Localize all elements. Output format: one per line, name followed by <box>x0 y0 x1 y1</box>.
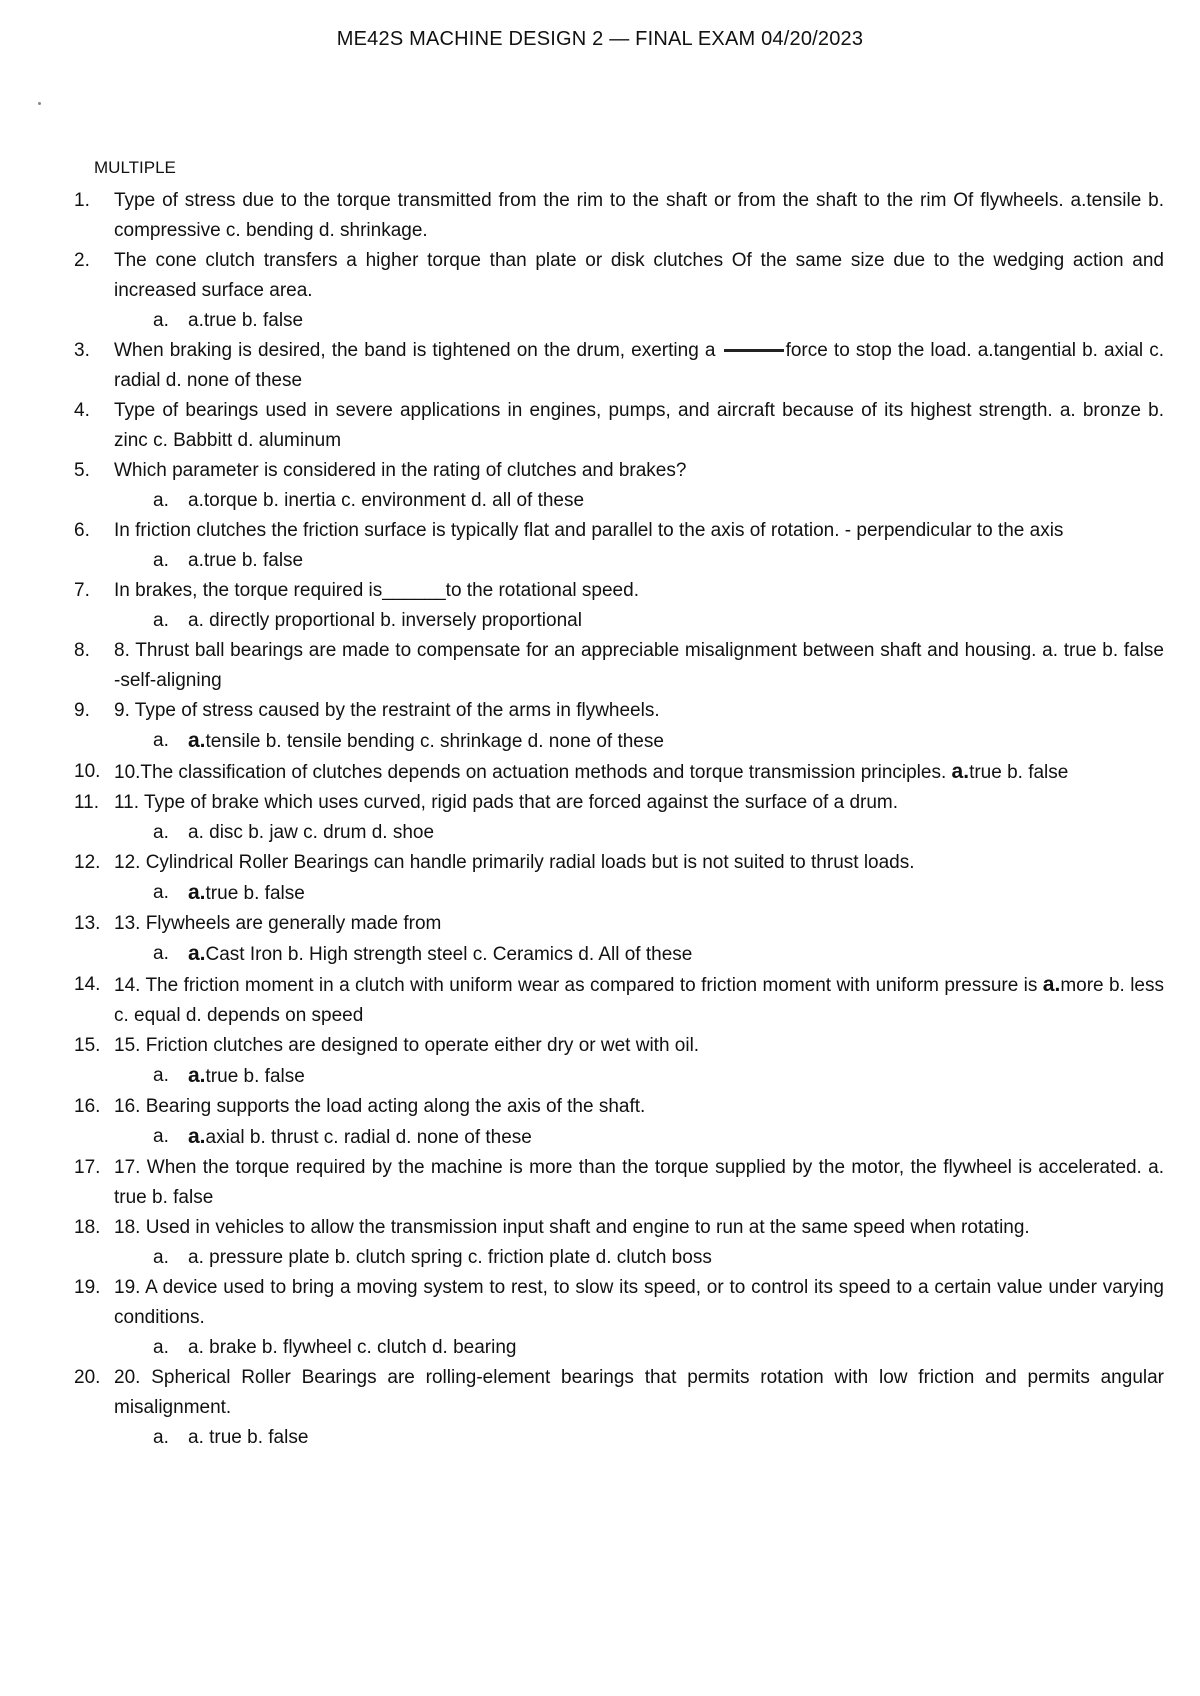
question-item <box>74 909 1164 939</box>
answer-options <box>74 1243 1164 1273</box>
question-item <box>74 516 1164 546</box>
option-text: a. directly proportional b. inversely proportional <box>188 610 582 631</box>
option-marker: a. <box>153 1247 169 1268</box>
option-marker: a. <box>153 550 169 571</box>
option-marker: a. <box>153 310 169 331</box>
question-text: 17. When the torque required by the machine is more than the torque supplied by the motor, the flywheel is accelerated. a. true b. false <box>114 1157 1164 1208</box>
question-text: 19. A device used to bring a moving system to rest, to slow its speed, or to control its speed to a certain value under varying conditions. <box>114 1277 1164 1328</box>
answer-options <box>74 878 1164 909</box>
option-text: more b. less c. equal d. depends on speed <box>114 975 1165 1026</box>
answer-blank <box>724 349 784 352</box>
answer-options <box>74 1061 1164 1092</box>
option-marker: a. <box>153 490 169 511</box>
option-text: true b. false <box>205 1066 305 1087</box>
option-text: a. brake b. flywheel c. clutch d. bearing <box>188 1337 517 1358</box>
marked-answer: a. <box>951 760 970 783</box>
question-number: 1. <box>74 190 90 211</box>
question-number: 11. <box>74 792 100 813</box>
option-marker: a. <box>153 1427 169 1448</box>
question-item <box>74 1273 1164 1333</box>
question-item <box>74 246 1164 306</box>
answer-options <box>74 939 1164 970</box>
question-number: 17. <box>74 1157 101 1178</box>
question-number: 6. <box>74 520 90 541</box>
question-item <box>74 186 1164 246</box>
answer-options <box>74 606 1164 636</box>
answer-options <box>74 818 1164 848</box>
question-item <box>74 1092 1164 1122</box>
question-text: Which parameter is considered in the rating of clutches and brakes? <box>114 460 687 481</box>
question-number: 2. <box>74 250 90 271</box>
option-marker: a. <box>153 943 169 964</box>
question-text: 10.The classification of clutches depends on actuation methods and torque transmission principles. <box>114 762 947 783</box>
question-item <box>74 1031 1164 1061</box>
page-title: ME42S MACHINE DESIGN 2 — FINAL EXAM 04/20/2023 <box>336 28 864 50</box>
option-text: a.true b. false <box>188 550 304 571</box>
question-number: 13. <box>74 913 101 934</box>
option-text: true b. false <box>205 883 305 904</box>
question-item <box>74 788 1164 818</box>
option-marker: a. <box>153 1126 169 1147</box>
question-number: 19. <box>74 1277 101 1298</box>
question-text: 16. Bearing supports the load acting along the axis of the shaft. <box>114 1096 646 1117</box>
question-number: 10. <box>74 761 101 782</box>
question-text: 15. Friction clutches are designed to operate either dry or wet with oil. <box>114 1035 700 1056</box>
option-text: a.true b. false <box>188 310 304 331</box>
question-item <box>74 1363 1164 1423</box>
option-marker: a. <box>153 822 169 843</box>
question-text: 11. Type of brake which uses curved, rigid pads that are forced against the surface of a drum. <box>114 792 899 813</box>
question-text: 14. The friction moment in a clutch with uniform wear as compared to friction moment with uniform pressure is <box>114 975 1038 996</box>
question-text: 18. Used in vehicles to allow the transmission input shaft and engine to run at the same speed when rotating. <box>114 1217 1030 1238</box>
question-text-tail: force to stop the load. a.tangential b. axial c. radial d. none of these <box>114 340 1165 391</box>
marked-answer: a. <box>188 881 206 904</box>
option-text: a.torque b. inertia c. environment d. all of these <box>188 490 585 511</box>
question-text: Type of bearings used in severe applications in engines, pumps, and aircraft because of its highest strength. a. bronze b. zinc c. Babbitt d. aluminum <box>114 400 1164 451</box>
question-number: 4. <box>74 400 90 421</box>
question-number: 9. <box>74 700 90 721</box>
question-number: 15. <box>74 1035 101 1056</box>
marked-answer: a. <box>188 1125 206 1148</box>
question-number: 20. <box>74 1367 101 1388</box>
option-text: Cast Iron b. High strength steel c. Ceramics d. All of these <box>205 944 693 965</box>
section-label: MULTIPLE <box>94 158 176 177</box>
answer-options <box>74 1423 1164 1453</box>
question-item <box>74 1153 1164 1213</box>
question-list <box>74 186 1164 1453</box>
option-marker: a. <box>153 610 169 631</box>
question-text: 13. Flywheels are generally made from <box>114 913 442 934</box>
answer-options <box>74 546 1164 576</box>
question-text: When braking is desired, the band is tightened on the drum, exerting a <box>114 340 716 361</box>
question-number: 16. <box>74 1096 101 1117</box>
question-item <box>74 636 1164 696</box>
option-text: a. true b. false <box>188 1427 309 1448</box>
option-text: tensile b. tensile bending c. shrinkage d. none of these <box>205 731 664 752</box>
question-text: 9. Type of stress caused by the restraint of the arms in flywheels. <box>114 700 660 721</box>
question-number: 8. <box>74 640 90 661</box>
question-text: 20. Spherical Roller Bearings are rolling-element bearings that permits rotation with low friction and permits angular misalignment. <box>114 1367 1164 1418</box>
marked-answer: a. <box>1042 973 1061 996</box>
marked-answer: a. <box>188 729 206 752</box>
question-text: In brakes, the torque required is______to the rotational speed. <box>114 580 639 601</box>
option-text: a. pressure plate b. clutch spring c. friction plate d. clutch boss <box>188 1247 712 1268</box>
question-text: 8. Thrust ball bearings are made to compensate for an appreciable misalignment between shaft and housing. a. true b. false -self-aligning <box>114 640 1164 691</box>
option-text: axial b. thrust c. radial d. none of these <box>205 1127 532 1148</box>
answer-options <box>74 306 1164 336</box>
question-item <box>74 757 1164 788</box>
question-number: 3. <box>74 340 90 361</box>
question-item <box>74 336 1164 396</box>
marked-answer: a. <box>188 1064 206 1087</box>
answer-options <box>74 1333 1164 1363</box>
option-marker: a. <box>153 1337 169 1358</box>
option-marker: a. <box>153 1065 169 1086</box>
marked-answer: a. <box>188 942 206 965</box>
option-text: true b. false <box>969 762 1069 783</box>
question-text: The cone clutch transfers a higher torque than plate or disk clutches Of the same size due to the wedging action and increased surface area. <box>114 250 1164 301</box>
question-number: 18. <box>74 1217 101 1238</box>
question-number: 5. <box>74 460 90 481</box>
question-number: 12. <box>74 852 101 873</box>
answer-options <box>74 486 1164 516</box>
question-number: 7. <box>74 580 90 601</box>
option-text: a. disc b. jaw c. drum d. shoe <box>188 822 435 843</box>
option-marker: a. <box>153 882 169 903</box>
stray-dot <box>38 102 41 105</box>
question-text: 12. Cylindrical Roller Bearings can handle primarily radial loads but is not suited to thrust loads. <box>114 852 915 873</box>
question-text: In friction clutches the friction surface is typically flat and parallel to the axis of rotation. - perpendicular to the axis <box>114 520 1064 541</box>
question-item <box>74 696 1164 726</box>
question-item <box>74 970 1164 1031</box>
question-text: Type of stress due to the torque transmitted from the rim to the shaft or from the shaft to the rim Of flywheels. a.tensile b. compressive c. bending d. shrinkage. <box>114 190 1164 241</box>
answer-options <box>74 1122 1164 1153</box>
question-item <box>74 848 1164 878</box>
question-item <box>74 396 1164 456</box>
question-number: 14. <box>74 974 101 995</box>
question-item <box>74 576 1164 606</box>
question-item <box>74 1213 1164 1243</box>
question-item <box>74 456 1164 486</box>
option-marker: a. <box>153 730 169 751</box>
answer-options <box>74 726 1164 757</box>
